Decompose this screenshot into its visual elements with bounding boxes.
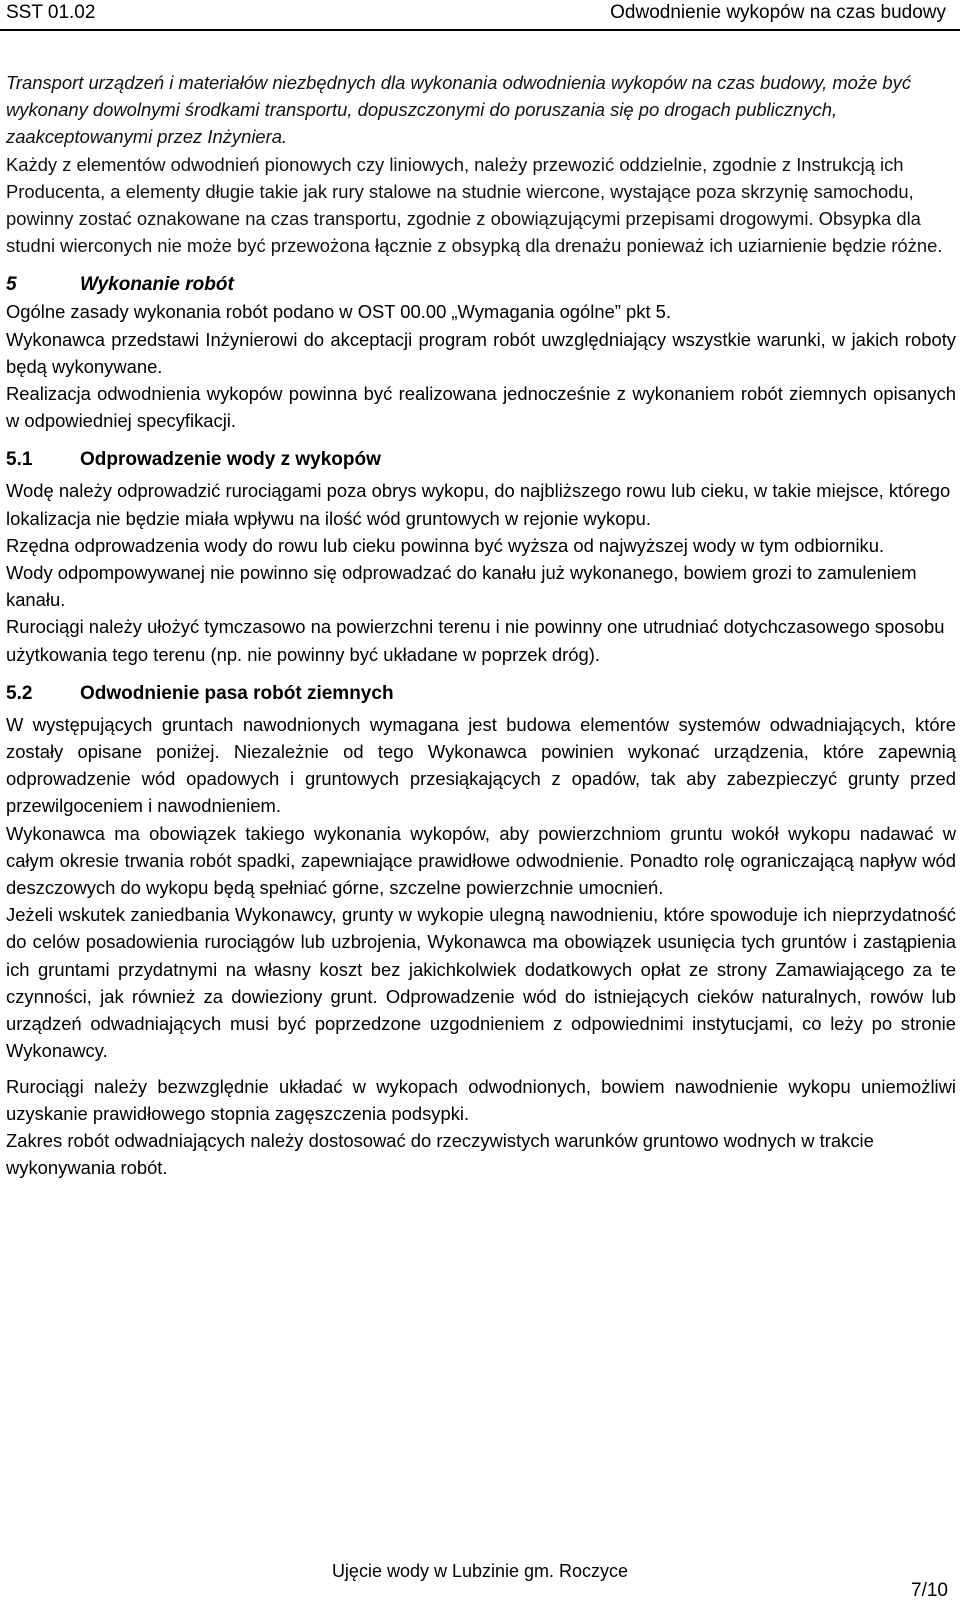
section-5-1-title: Odprowadzenie wody z wykopów <box>80 449 381 471</box>
paragraph-transport: Transport urządzeń i materiałów niezbędnych dla wykonania odwodnienia wykopów na czas budowy, może być wykonany dowolnymi środkami transportu, dopuszczonymi do poruszania się po drogach publicznych, zaakceptowanymi przez Inżyniera. <box>6 72 912 148</box>
paragraph-dewatering-realization: Realizacja odwodnienia wykopów powinna być realizowana jednocześnie z wykonaniem robót ziemnych opisanych w odpowiedniej specyfikacji. <box>6 383 956 432</box>
spec-code: SST 01.02 <box>6 2 96 23</box>
page-body <box>6 69 956 1181</box>
section-5-1-number: 5.1 <box>6 449 33 471</box>
section-5-number: 5 <box>6 274 17 296</box>
section-5-2-number: 5.2 <box>6 682 33 704</box>
paragraph-gap <box>6 1065 956 1073</box>
section-5-1-heading <box>6 446 956 473</box>
paragraph-drainage-systems: W występujących gruntach nawodnionych wymagana jest budowa elementów systemów odwadniających, które zostały opisane poniżej. Niezależnie od tego Wykonawca powinien wykonać urządzenia, które zapewnią odprowadzenie wód opadowych i gruntowych przesiąkających z opadów, tak aby zabezpieczyć grunty przed przewilgoceniem i nawodnieniem. <box>6 713 956 817</box>
page-header <box>0 0 960 26</box>
page-number: 7/10 <box>911 1580 948 1601</box>
section-5-heading <box>6 271 956 298</box>
paragraph-excavation-slopes: Wykonawca ma obowiązek takiego wykonania wykopów, aby powierzchniom gruntu wokół wykopu nadawać w całym okresie trwania robót spadki, zapewniające prawidłowe odwodnienie. Ponadto rolę ograniczającą napływ wód deszczowych do wykopu będą spełniać górne, szczelne powierzchnie umocnień. <box>6 822 956 899</box>
section-5-2-title: Odwodnienie pasa robót ziemnych <box>80 682 394 704</box>
section-5-2-heading <box>6 680 956 707</box>
paragraph-pipeline-laying: Rurociągi należy bezwzględnie układać w wykopach odwodnionych, bowiem nawodnienie wykopu uniemożliwi uzyskanie prawidłowego stopnia zagęszczenia podsypki. <box>6 1075 956 1124</box>
paragraph-temporary-pipelines: Rurociągi należy ułożyć tymczasowo na powierzchni terenu i nie powinny one utrudniać dotychczasowego sposobu użytkowania tego terenu (np. nie powinny być układane w poprzek dróg). <box>6 616 945 665</box>
document-title: Odwodnienie wykopów na czas budowy <box>610 2 946 23</box>
header-divider <box>0 29 960 31</box>
paragraph-transport-elements: Każdy z elementów odwodnień pionowych czy liniowych, należy przewozić oddzielnie, zgodnie z Instrukcją ich Producenta, a elementy długie takie jak rury stalowe na studnie wiercone, wystające poza skrzynię samochodu, powinny zostać oznakowane na czas transportu, zgodnie z obowiązującymi przepisami drogowymi. Obsypka dla studni wierconych nie może być przewożona łącznie z obsypką dla drenażu ponieważ ich uziarnienie będzie różne. <box>6 153 943 257</box>
section-5-title: Wykonanie robót <box>80 274 234 296</box>
paragraph-scope-of-works: Zakres robót odwadniających należy dostosować do rzeczywistych warunków gruntowo wodnych w trakcie wykonywania robót. <box>6 1129 874 1179</box>
paragraph-general-rules: Ogólne zasady wykonania robót podano w OST 00.00 „Wymagania ogólne” pkt 5. <box>6 301 672 323</box>
project-name: Ujęcie wody w Lubzinie gm. Roczyce <box>331 1561 629 1581</box>
paragraph-discharge-elevation: Rzędna odprowadzenia wody do rowu lub cieku powinna być wyższa od najwyższej wody w tym odbiorniku. <box>6 534 885 556</box>
paragraph-water-discharge: Wodę należy odprowadzić rurociągami poza obrys wykopu, do najbliższego rowu lub cieku, w takie miejsce, którego lokalizacja nie będzie miała wpływu na ilość wód gruntowych w rejonie wykopu. <box>6 480 951 529</box>
paragraph-soil-replacement: Jeżeli wskutek zaniedbania Wykonawcy, grunty w wykopie ulegną nawodnieniu, które spowoduje ich nieprzydatność do celów posadowienia rurociągów lub uzbrojenia, Wykonawca ma obowiązek usunięcia tych gruntów i zastąpienia ich gruntami przydatnymi na własny koszt bez jakichkolwiek dodatkowych opłat ze strony Zamawiającego za te czynności, jak również za dowieziony grunt. Odprowadzenie wód do istniejących cieków naturalnych, rowów lub urządzeń odwadniających musi być poprzedzone uzgodnieniem z odpowiednimi instytucjami, co leży po stronie Wykonawcy. <box>6 904 956 1062</box>
paragraph-work-program: Wykonawca przedstawi Inżynierowi do akceptacji program robót uwzględniający wszystkie warunki, w jakich roboty będą wykonywane. <box>6 328 956 377</box>
paragraph-pumped-water: Wody odpompowywanej nie powinno się odprowadzać do kanału już wykonanego, bowiem grozi to zamuleniem kanału. <box>6 562 917 611</box>
